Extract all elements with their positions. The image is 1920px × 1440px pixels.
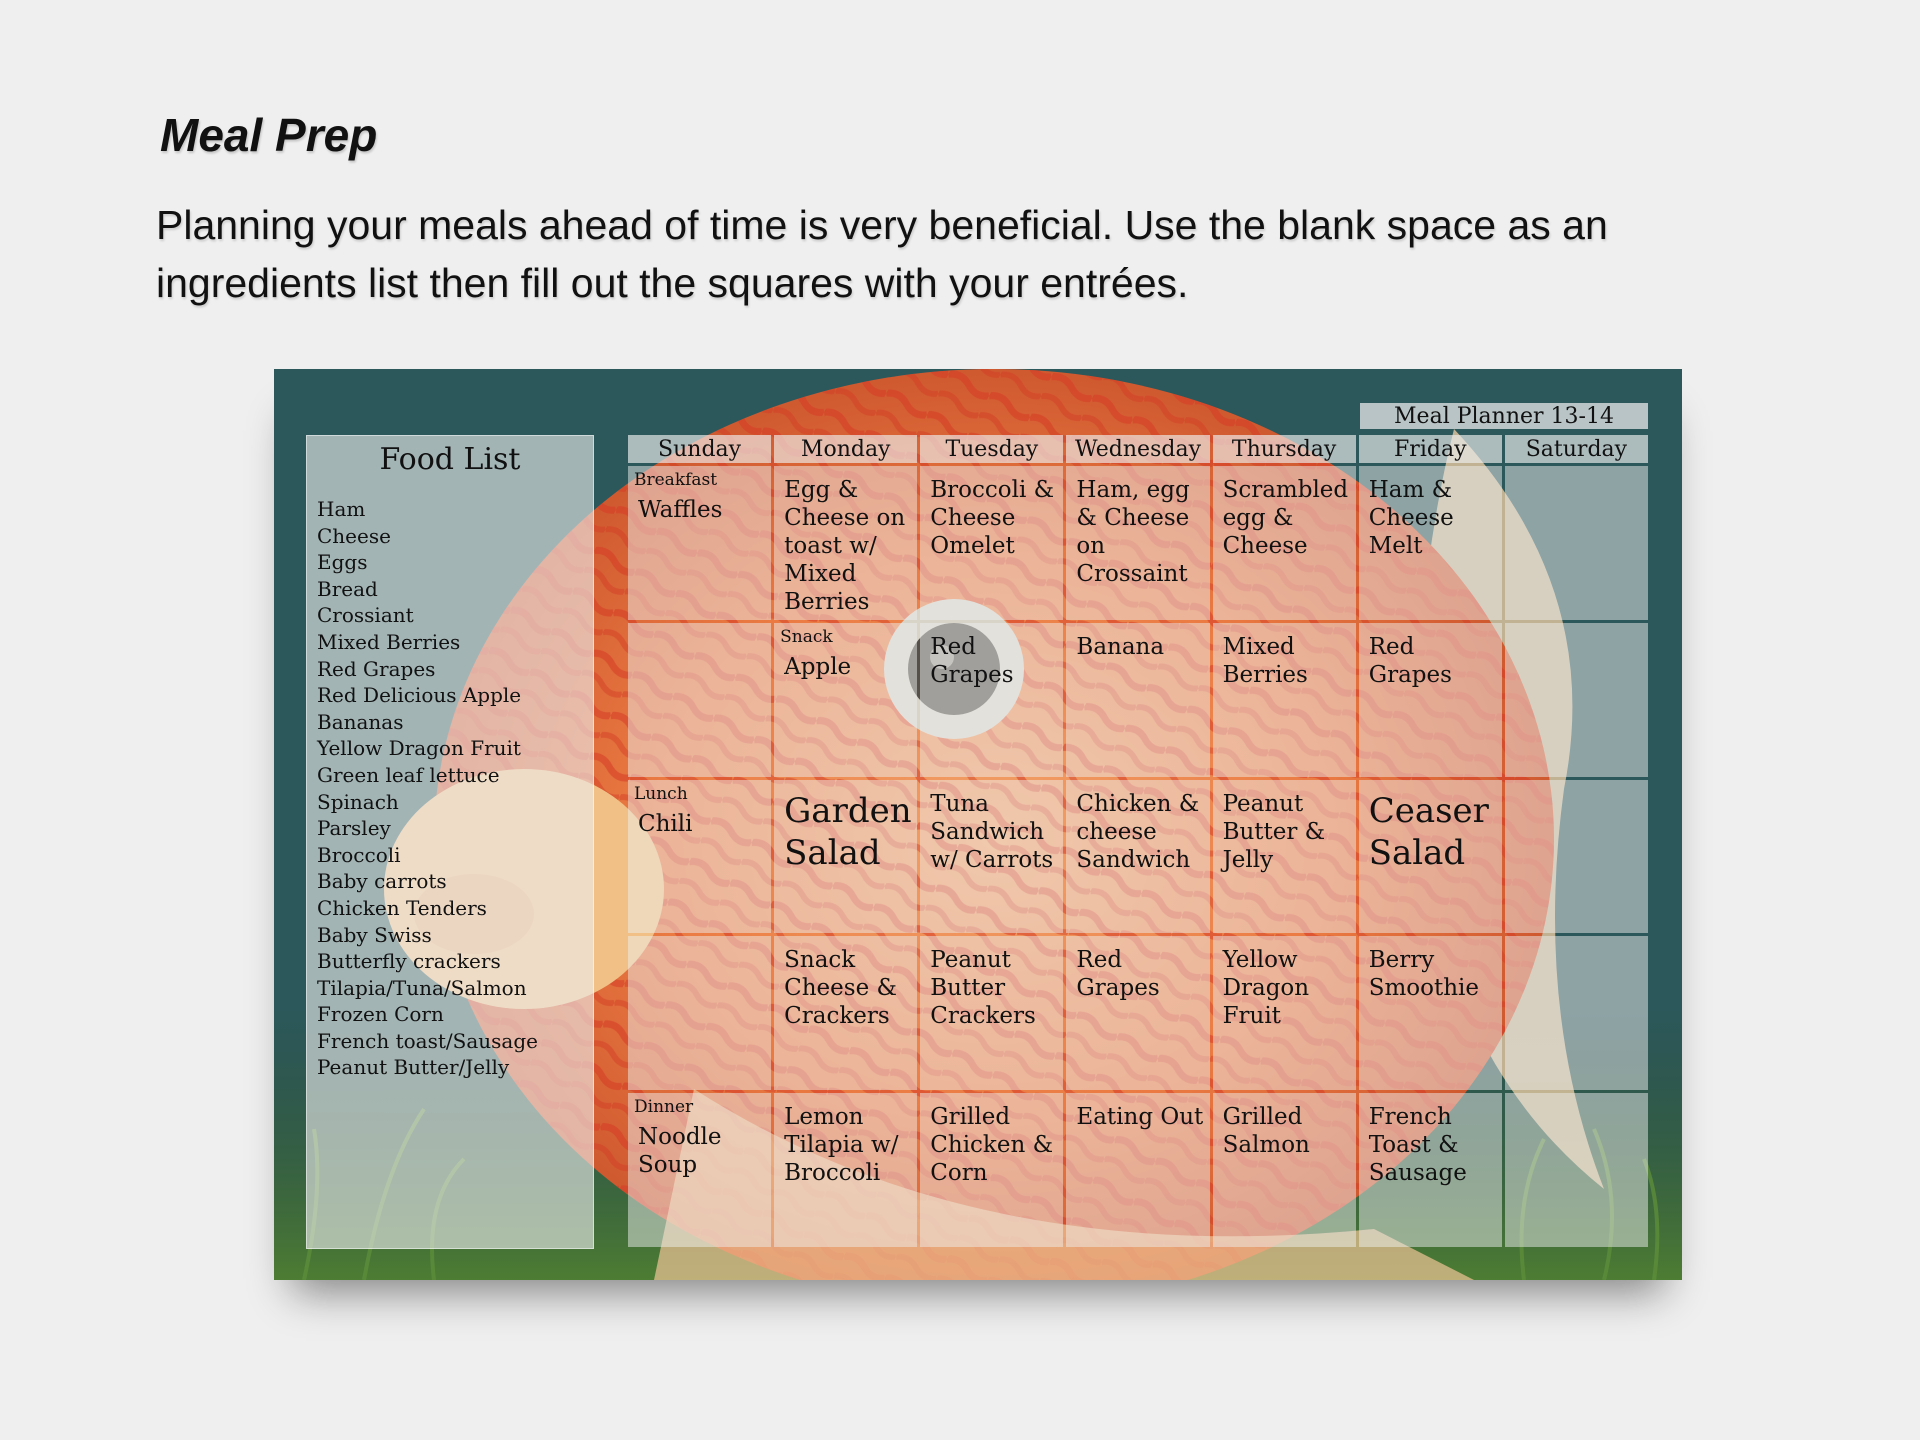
food-item: French toast/Sausage <box>317 1028 538 1053</box>
meal-cell-snack1-wednesday <box>1066 623 1209 777</box>
meal-cell-snack1-thursday <box>1213 623 1356 777</box>
meal-cell-snack2-sunday <box>628 936 771 1090</box>
food-item: Butterfly crackers <box>317 949 501 974</box>
meal-entry: Banana <box>1076 633 1165 660</box>
food-item: Crossiant <box>317 603 414 628</box>
day-header-wednesday: Wednesday <box>1066 435 1209 463</box>
food-item: Broccoli <box>317 842 401 867</box>
meal-label-lunch: Lunch <box>634 783 688 804</box>
meal-cell-lunch-sunday <box>628 780 771 934</box>
meal-entry: Grilled Chicken & Corn <box>930 1104 1054 1187</box>
meal-cell-dinner-thursday <box>1213 1093 1356 1247</box>
food-item: Chicken Tenders <box>317 895 487 920</box>
meal-planner-grid <box>628 435 1648 1247</box>
meal-entry: French Toast & Sausage <box>1368 1104 1467 1187</box>
food-list-title: Food List <box>379 442 521 477</box>
food-item: Yellow Dragon Fruit <box>317 736 521 761</box>
meal-cell-breakfast-sunday <box>628 466 771 620</box>
meal-cell-breakfast-tuesday <box>920 466 1063 620</box>
meal-entry: Lemon Tilapia w/ Broccoli <box>784 1104 899 1187</box>
meal-label-dinner: Dinner <box>634 1097 694 1118</box>
meal-cell-breakfast-thursday <box>1213 466 1356 620</box>
slide-title: Meal Prep <box>160 109 378 161</box>
meal-entry: Chili <box>638 810 693 837</box>
food-item: Spinach <box>317 789 399 814</box>
meal-entry: Mixed Berries <box>1222 633 1308 688</box>
day-header-friday: Friday <box>1359 435 1502 463</box>
food-list <box>317 496 538 1081</box>
meal-entry: Berry Smoothie <box>1368 947 1479 1002</box>
meal-cell-breakfast-friday <box>1359 466 1502 620</box>
meal-entry: Ceaser Salad <box>1368 790 1489 873</box>
meal-cell-snack2-wednesday <box>1066 936 1209 1090</box>
food-item: Tilapia/Tuna/Salmon <box>317 975 527 1000</box>
meal-label-breakfast: Breakfast <box>634 470 718 490</box>
food-list-panel <box>306 435 594 1249</box>
meal-cell-lunch-thursday <box>1213 780 1356 934</box>
meal-cell-snack1-monday <box>774 623 917 777</box>
food-item: Parsley <box>317 816 391 841</box>
meal-cell-lunch-monday <box>774 780 917 934</box>
food-item: Baby Swiss <box>317 922 432 947</box>
meal-entry: Chicken & cheese Sandwich <box>1076 790 1200 873</box>
meal-cell-dinner-monday <box>774 1093 917 1247</box>
meal-entry: Noodle Soup <box>638 1124 722 1179</box>
day-header-thursday: Thursday <box>1213 435 1356 463</box>
meal-entry: Peanut Butter Crackers <box>930 947 1036 1030</box>
meal-entry: Ham, egg & Cheese on Crossaint <box>1076 477 1190 587</box>
slide-body-text: Planning your meals ahead of time is very beneficial. Use the blank space as an ingredients list then fill out the squares with your entrées. <box>156 202 1608 306</box>
day-header-monday: Monday <box>774 435 917 463</box>
meal-cell-lunch-saturday <box>1505 780 1648 934</box>
meal-planner-photo <box>274 369 1682 1280</box>
meal-cell-snack2-thursday <box>1213 936 1356 1090</box>
meal-cell-dinner-sunday <box>628 1093 771 1247</box>
meal-entry: Apple <box>784 653 852 680</box>
food-item: Ham <box>317 497 366 521</box>
meal-cell-snack1-saturday <box>1505 623 1648 777</box>
food-item: Frozen Corn <box>317 1002 444 1027</box>
meal-cell-breakfast-monday <box>774 466 917 620</box>
food-item: Peanut Butter/Jelly <box>317 1055 510 1080</box>
day-header-tuesday: Tuesday <box>920 435 1063 463</box>
meal-cell-dinner-wednesday <box>1066 1093 1209 1247</box>
meal-cell-breakfast-wednesday <box>1066 466 1209 620</box>
meal-cell-snack2-monday <box>774 936 917 1090</box>
meal-entry: Waffles <box>638 497 723 523</box>
meal-entry: Garden Salad <box>784 790 912 873</box>
meal-cell-dinner-tuesday <box>920 1093 1063 1247</box>
food-item: Bread <box>317 576 378 601</box>
meal-cell-snack1-tuesday <box>920 623 1063 777</box>
meal-label-snack: Snack <box>780 626 833 647</box>
planner-label: Meal Planner 13-14 <box>1360 403 1648 429</box>
meal-cell-lunch-tuesday <box>920 780 1063 934</box>
meal-entry: Grilled Salmon <box>1222 1104 1310 1159</box>
meal-cell-snack2-tuesday <box>920 936 1063 1090</box>
meal-cell-dinner-saturday <box>1505 1093 1648 1247</box>
food-item: Bananas <box>317 709 404 734</box>
food-item: Eggs <box>317 550 368 575</box>
meal-entry: Tuna Sandwich w/ Carrots <box>930 790 1054 873</box>
meal-entry: Eating Out <box>1076 1104 1204 1131</box>
food-item: Cheese <box>317 523 391 548</box>
meal-entry: Ham & Cheese Melt <box>1368 477 1454 559</box>
meal-cell-breakfast-saturday <box>1505 466 1648 620</box>
day-header-sunday: Sunday <box>628 435 771 463</box>
food-item: Red Delicious Apple <box>317 683 522 708</box>
meal-cell-snack2-saturday <box>1505 936 1648 1090</box>
meal-entry: Red Grapes <box>1368 633 1452 688</box>
meal-cell-snack2-friday <box>1359 936 1502 1090</box>
food-item: Mixed Berries <box>317 629 461 654</box>
food-item: Green leaf lettuce <box>317 762 500 787</box>
meal-entry: Red Grapes <box>930 633 1014 688</box>
meal-cell-lunch-wednesday <box>1066 780 1209 934</box>
meal-cell-snack1-friday <box>1359 623 1502 777</box>
meal-entry: Egg & Cheese on toast w/ Mixed Berries <box>784 477 906 615</box>
meal-entry: Red Grapes <box>1076 947 1160 1002</box>
food-item: Baby carrots <box>317 869 447 894</box>
meal-entry: Yellow Dragon Fruit <box>1222 947 1310 1030</box>
meal-entry: Scrambled egg & Cheese <box>1222 477 1349 559</box>
meal-entry: Broccoli & Cheese Omelet <box>930 477 1055 559</box>
meal-entry: Snack Cheese & Crackers <box>784 947 897 1030</box>
meal-cell-lunch-friday <box>1359 780 1502 934</box>
meal-entry: Peanut Butter & Jelly <box>1222 790 1326 873</box>
meal-cell-snack1-sunday <box>628 623 771 777</box>
day-header-saturday: Saturday <box>1505 435 1648 463</box>
meal-cell-dinner-friday <box>1359 1093 1502 1247</box>
food-item: Red Grapes <box>317 656 436 681</box>
